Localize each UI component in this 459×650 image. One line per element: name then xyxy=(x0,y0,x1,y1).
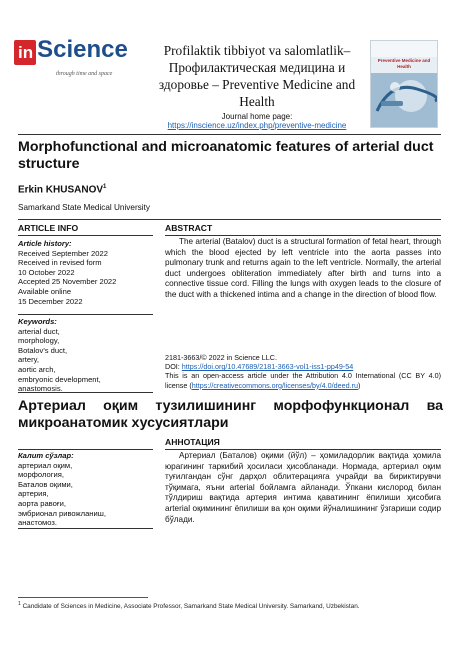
cover-illustration xyxy=(371,41,437,127)
history-line: 10 October 2022 xyxy=(18,267,75,277)
header-divider xyxy=(18,134,441,135)
history-line: Received September 2022 xyxy=(18,248,108,258)
journal-homepage-link[interactable]: https://inscience.uz/index.php/preventive-medicine xyxy=(167,121,347,130)
uz-keyword-item: артериал оқим, xyxy=(18,460,73,470)
journal-cover-image xyxy=(370,40,438,128)
article-title: Morphofunctional and microanatomic features of arterial duct structure xyxy=(18,139,434,172)
doi-label: DOI: xyxy=(165,362,180,372)
license-line xyxy=(165,371,441,389)
footnote-text: Candidate of Sciences in Medicine, Associate Professor, Samarkand State Medical University. Samarkand, Uzbekistan. xyxy=(22,603,360,611)
journal-homepage-label: Journal home page: xyxy=(221,112,293,121)
doi-line xyxy=(165,362,441,371)
author-affiliation: Samarkand State Medical University xyxy=(18,203,150,212)
history-line: 15 December 2022 xyxy=(18,296,83,306)
uz-keyword-item: Баталов оқими, xyxy=(18,479,73,489)
uz-keyword-item: артерия, xyxy=(18,489,49,499)
affiliation-divider xyxy=(18,219,441,220)
uz-annotation-heading: АННОТАЦИЯ xyxy=(165,437,220,447)
author-name-text: Erkin KHUSANOV xyxy=(18,184,104,196)
uz-keyword-item: эмбрионал ривожланиш, xyxy=(18,508,106,518)
uz-keyword-item: аорта равоғи, xyxy=(18,498,66,508)
author-name xyxy=(18,181,106,196)
history-line: Available online xyxy=(18,286,72,296)
license-link[interactable]: https://creativecommons.org/licenses/by/4.0/deed.ru xyxy=(191,380,358,390)
keyword-item: morphology, xyxy=(18,336,60,346)
license-text: This is an open-access article under the Attribution 4.0 International (CC BY 4.0) license ( xyxy=(165,371,441,390)
footnote-mark: 1 xyxy=(18,601,21,607)
keyword-item: embryonic development, xyxy=(18,374,101,384)
footnote-divider xyxy=(18,597,148,598)
logo-in-mark: in xyxy=(14,40,36,65)
keyword-item: Botalov's duct, xyxy=(18,345,68,355)
journal-title: Profilaktik tibbiyot va salomlatlik– Профилактическая медицина и здоровье – Preventive Medicine and Health xyxy=(158,43,356,109)
doi-link[interactable]: https://doi.org/10.47689/2181-3663-vol1-iss1-pp49-54 xyxy=(181,362,354,372)
issn-line: 2181-3663/© 2022 in Science LLC. xyxy=(165,353,277,362)
keywords-rule xyxy=(18,314,153,315)
logo-science-word: Science xyxy=(37,36,128,63)
abstract-text: The arterial (Batalov) duct is a structural formation of fetal heart, through which the blood ejected by left ventricle into the aorta passes into pulmonary trunk and returns again to the left ventricle. Normally, the arterial duct undergoes obliteration immediately after birth and turns into a connective tissue cord. Filling the lungs with oxygen leads to the closure of the duct with a thickened intima and a change in the direction of blood flow. xyxy=(165,237,441,299)
keywords-block xyxy=(18,317,153,394)
keywords-label: Keywords: xyxy=(18,317,57,326)
footnote xyxy=(18,600,443,611)
keyword-item: anastomosis. xyxy=(18,384,63,394)
history-label: Article history: xyxy=(18,239,72,248)
uz-keywords-label: Калит сўзлар: xyxy=(18,451,74,460)
keyword-item: arterial duct, xyxy=(18,326,60,336)
article-meta xyxy=(165,353,441,390)
uz-annotation-rule xyxy=(165,449,441,450)
history-line: Accepted 25 November 2022 xyxy=(18,277,117,287)
author-footnote-mark: 1 xyxy=(103,184,107,190)
article-history xyxy=(18,239,153,306)
logo-tagline: through time and space xyxy=(56,71,113,77)
keyword-item: artery, xyxy=(18,355,39,365)
keyword-item: aortic arch, xyxy=(18,364,56,374)
uz-article-title: Артериал оқим тузилишининг морфофункционал ва микроанатомик хусусиятлари xyxy=(18,398,443,431)
keywords-bottom-rule xyxy=(18,392,153,393)
history-line: Received in revised form xyxy=(18,258,102,268)
uz-keyword-item: анастомоз. xyxy=(18,518,58,528)
uz-keyword-item: морфология, xyxy=(18,470,64,480)
uz-annotation-text: Артериал (Баталов) оқими (йўл) – ҳомиладорлик вақтида ҳомила юрагининг таркибий ҳосиласи ҳисобланади. Нормада, артериал оқим туғилгандан сўнг дарҳол облитерацияга учрайди ва бириктирувчи тўқимага, яъни arterial бойламга айланади. Ўпкани кислород билан тўлдириш вақтида артерия интима қаватининг ёпилиши ҳисобига arterial оқимининг ёпилиши ва қон оқими йўналишининг ўзгариши содир бўлади. xyxy=(165,451,441,524)
abstract-rule xyxy=(165,235,441,236)
license-close: ) xyxy=(357,380,361,390)
uz-keywords-block xyxy=(18,451,153,528)
abstract-heading: ABSTRACT xyxy=(165,223,213,233)
article-info-heading: ARTICLE INFO xyxy=(18,223,79,233)
article-info-rule xyxy=(18,235,153,236)
publisher-logo xyxy=(14,36,146,90)
cover-title: Preventive Medicine and Health xyxy=(377,58,431,69)
